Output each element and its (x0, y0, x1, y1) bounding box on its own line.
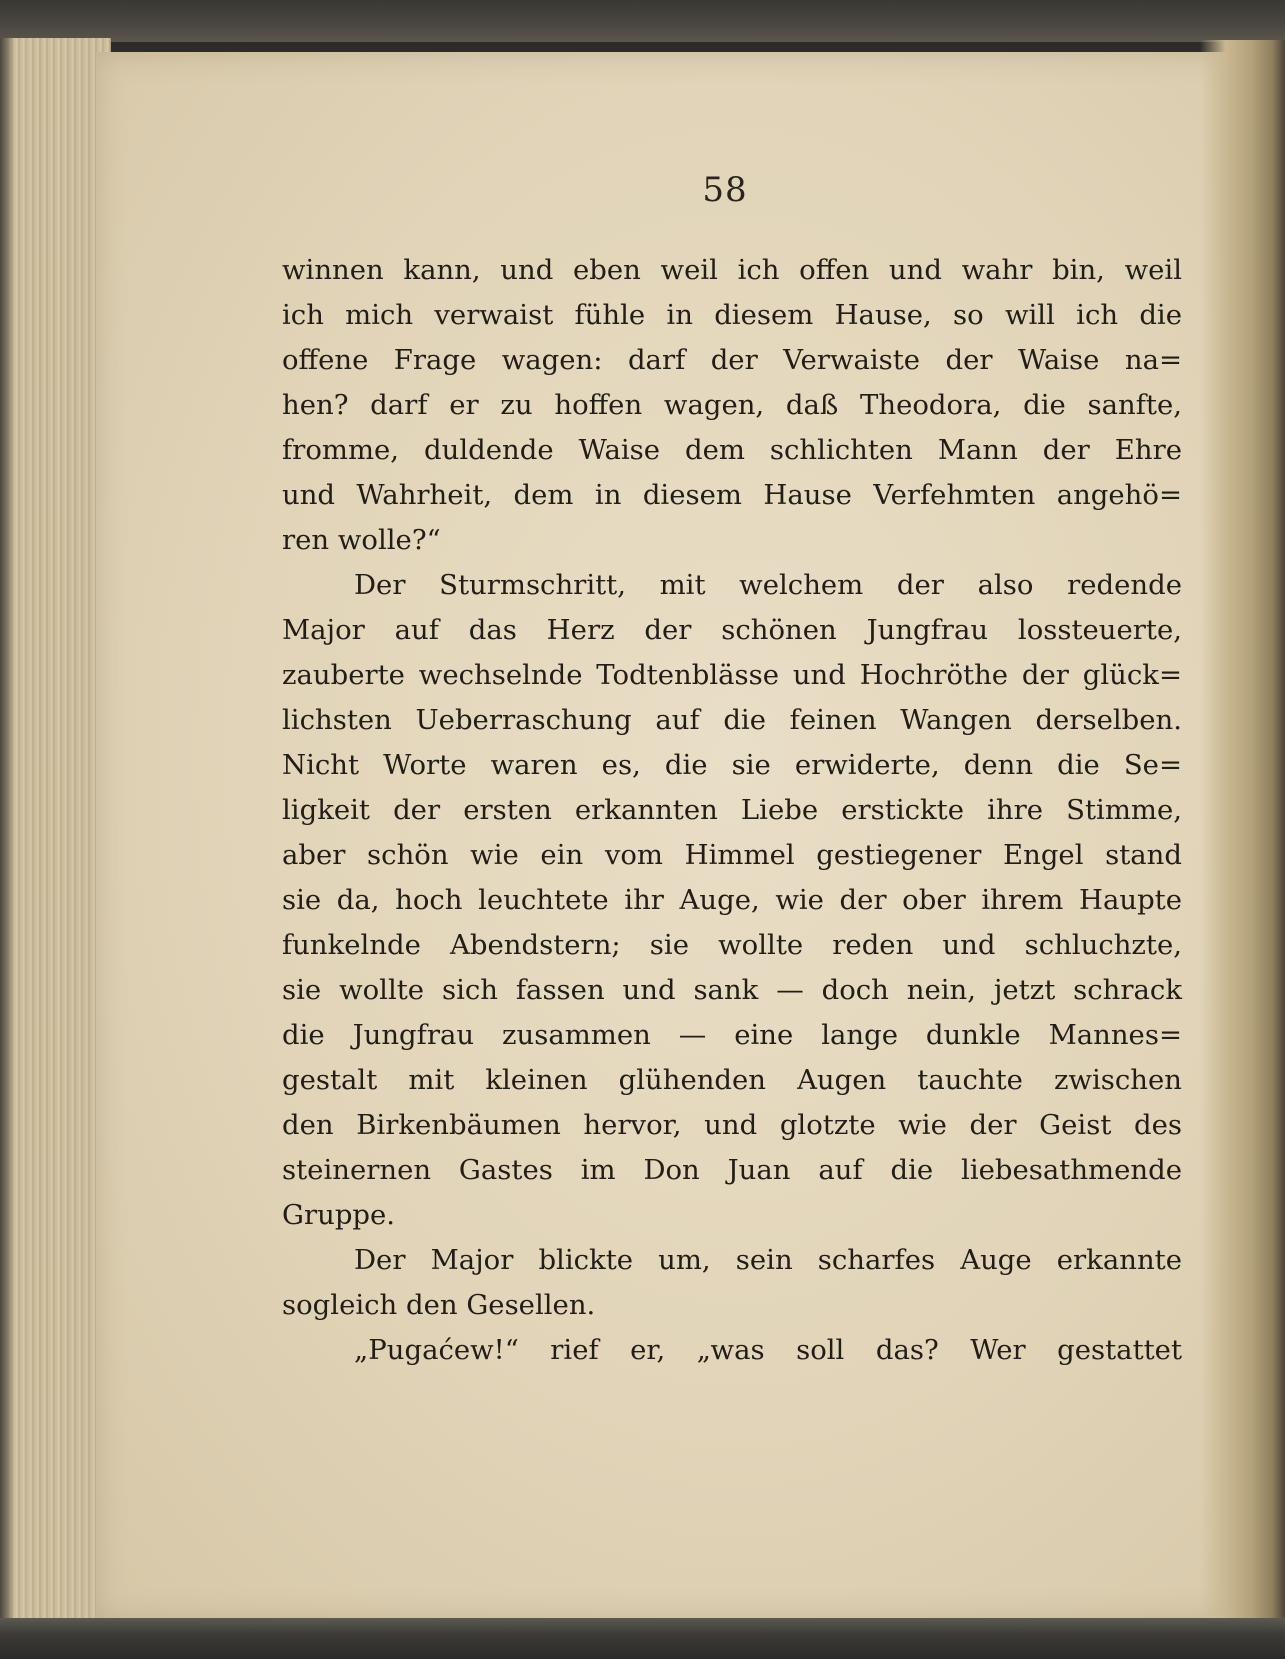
text-line: die Jungfrau zusammen — eine lange dunkle Mannes= (282, 1019, 1182, 1051)
text-line: Der Sturmschritt, mit welchem der also redende (354, 569, 1182, 601)
book-cover-bottom-edge (0, 1618, 1285, 1659)
text-line: steinernen Gastes im Don Juan auf die liebesathmende (282, 1154, 1182, 1186)
page-stack-shadow (0, 38, 14, 1630)
text-line: lichsten Ueberraschung auf die feinen Wangen derselben. (282, 704, 1182, 736)
text-line: ich mich verwaist fühle in diesem Hause, so will ich die (282, 299, 1182, 331)
text-line: zauberte wechselnde Todtenblässe und Hochröthe der glück= (282, 659, 1182, 691)
text-line: Nicht Worte waren es, die sie erwiderte, denn die Se= (282, 749, 1182, 781)
text-line: Der Major blickte um, sein scharfes Auge erkannte (354, 1244, 1182, 1276)
book-cover-top-edge (0, 0, 1285, 42)
page-stack-edges (0, 38, 111, 1630)
text-line: fromme, duldende Waise dem schlichten Mann der Ehre (282, 434, 1182, 466)
binding-gutter (1200, 40, 1285, 1625)
text-line: winnen kann, und eben weil ich offen und wahr bin, weil (282, 254, 1182, 286)
text-line: sogleich den Gesellen. (282, 1289, 596, 1321)
text-line: ligkeit der ersten erkannten Liebe erstickte ihre Stimme, (282, 794, 1182, 826)
text-line: funkelnde Abendstern; sie wollte reden und schluchzte, (282, 929, 1182, 961)
text-line: den Birkenbäumen hervor, und glotzte wie der Geist des (282, 1109, 1182, 1141)
page-number: 58 (702, 170, 748, 210)
text-line: aber schön wie ein vom Himmel gestiegener Engel stand (282, 839, 1182, 871)
text-line: hen? darf er zu hoffen wagen, daß Theodora, die sanfte, (282, 389, 1182, 421)
text-line: sie wollte sich fassen und sank — doch nein, jetzt schrack (282, 974, 1182, 1006)
text-line: gestalt mit kleinen glühenden Augen tauchte zwischen (282, 1064, 1182, 1096)
text-line: und Wahrheit, dem in diesem Hause Verfehmten angehö= (282, 479, 1182, 511)
text-line: Major auf das Herz der schönen Jungfrau lossteuerte, (282, 614, 1182, 646)
text-line: sie da, hoch leuchtete ihr Auge, wie der ober ihrem Haupte (282, 884, 1182, 916)
text-line: offene Frage wagen: darf der Verwaiste der Waise na= (282, 344, 1182, 376)
text-line: ren wolle?“ (282, 524, 441, 556)
body-text (282, 248, 1182, 1373)
text-line: „Pugaćew!“ rief er, „was soll das? Wer gestattet (354, 1334, 1182, 1366)
text-line: Gruppe. (282, 1199, 396, 1231)
